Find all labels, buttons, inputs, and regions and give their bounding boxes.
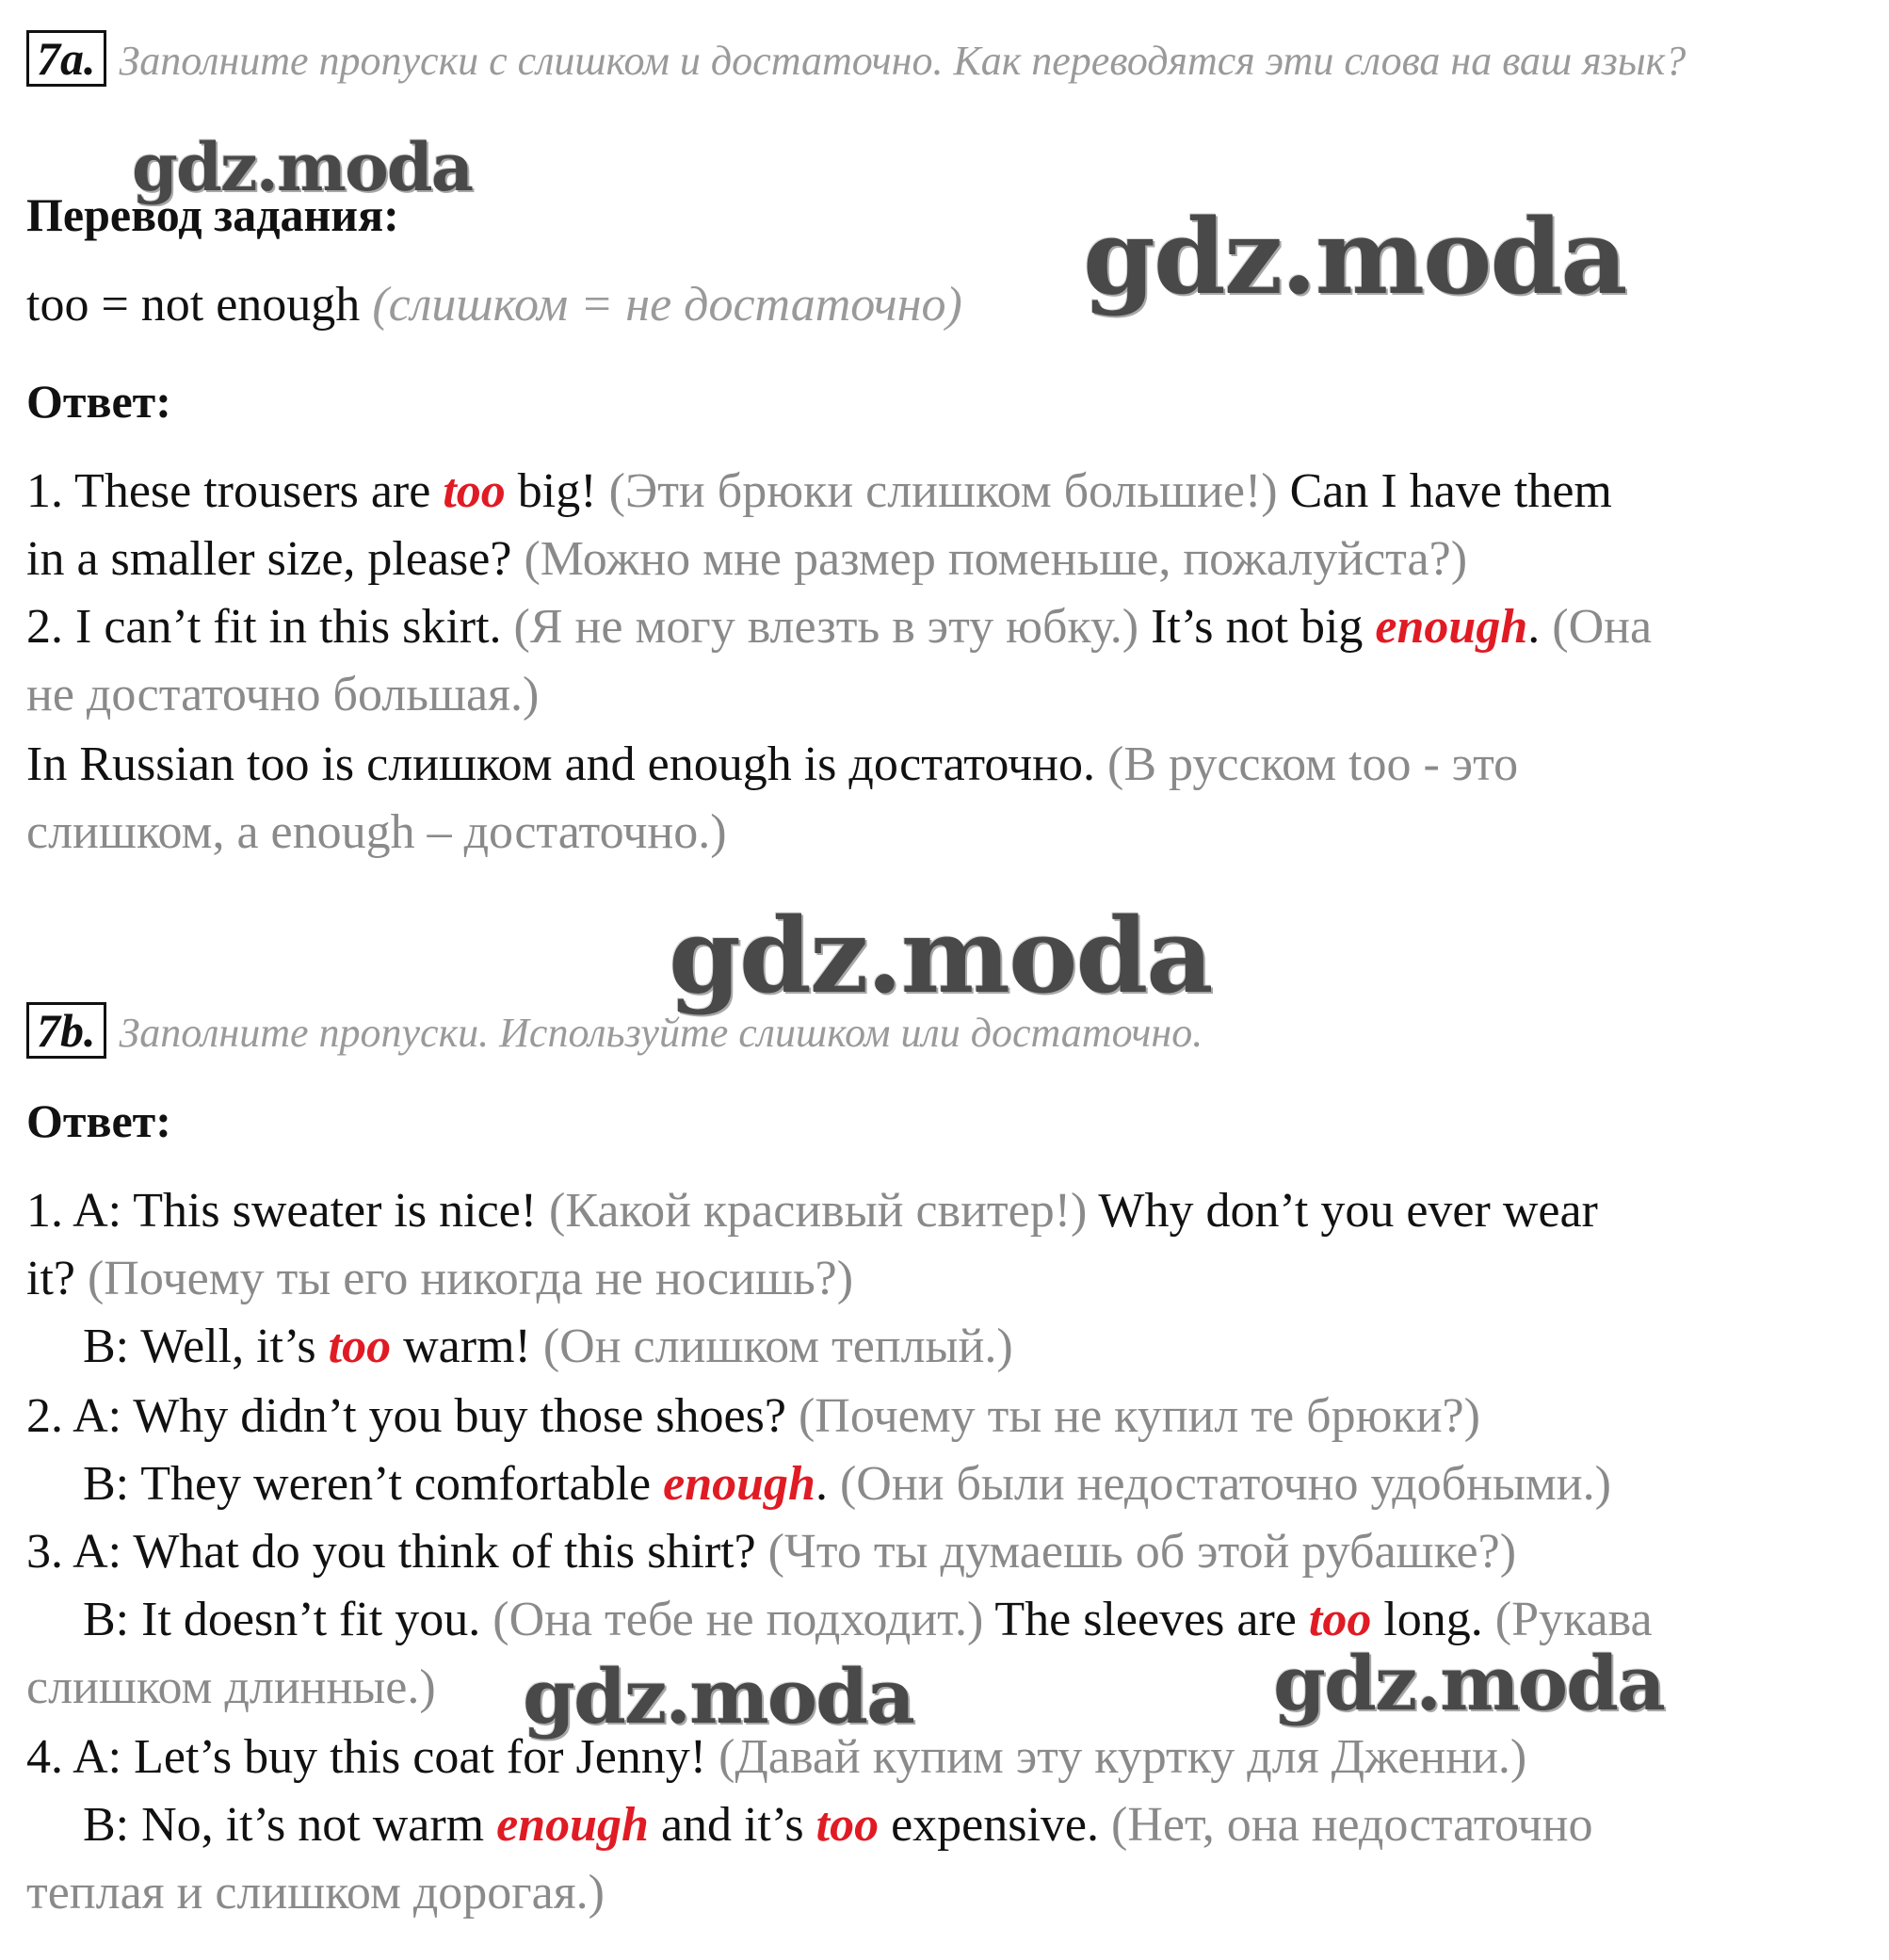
answer-heading-7b: Ответ:	[26, 1094, 171, 1147]
text: 2. I can’t fit in this skirt.	[26, 600, 514, 654]
answer-7b-line-6	[26, 1518, 1516, 1586]
answer-7a-line-5	[26, 731, 1518, 799]
translation: (Он слишком теплый.)	[542, 1320, 1013, 1373]
text: In Russian too is слишком and enough is достаточно.	[26, 737, 1108, 791]
task-7b-number: 7b.	[26, 1002, 106, 1059]
answer-7b-line-10	[26, 1791, 1593, 1859]
watermark-logo: gdz.moda	[1273, 1639, 1664, 1727]
answer-7b-line-4	[26, 1383, 1480, 1450]
translation: (Я не могу влезть в эту юбку.)	[513, 600, 1139, 654]
answer-7b-line-5	[26, 1450, 1611, 1518]
answer-7b-line-1	[26, 1177, 1598, 1245]
text: Can I have them	[1277, 464, 1612, 518]
watermark-logo: gdz.moda	[1083, 196, 1626, 317]
text: B: It doesn’t fit you.	[83, 1593, 493, 1646]
watermark-logo: gdz.moda	[132, 128, 473, 206]
text: big!	[505, 464, 609, 518]
text: 4. A: Let’s buy this coat for Jenny!	[26, 1730, 719, 1784]
answer-7a-line-3	[26, 593, 1652, 661]
text: Why don’t you ever wear	[1087, 1184, 1598, 1238]
translation-heading: Перевод задания:	[26, 188, 399, 241]
translation: (Какой красивый свитер!)	[549, 1184, 1088, 1238]
translation: (Эти брюки слишком большие!)	[608, 464, 1278, 518]
answer-heading-7a: Ответ:	[26, 375, 171, 428]
answer-7a-line-1	[26, 458, 1612, 526]
formula-line	[26, 271, 962, 339]
translation: (Почему ты его никогда не носишь?)	[87, 1252, 854, 1305]
text: it?	[26, 1252, 88, 1305]
translation: (Рукава	[1494, 1593, 1653, 1646]
answer-7a-line-2	[26, 526, 1467, 593]
answer-word: too	[328, 1320, 392, 1373]
translation: (Она	[1552, 600, 1653, 654]
text: It’s not big	[1138, 600, 1376, 654]
text: B: No, it’s not warm	[83, 1798, 497, 1852]
formula-ru: (слишком = не достаточно)	[372, 278, 962, 332]
translation: не достаточно большая.)	[26, 668, 540, 721]
answer-word: enough	[1375, 600, 1528, 654]
text: 1. A: This sweater is nice!	[26, 1184, 550, 1238]
answer-word: too	[815, 1798, 880, 1852]
task-7a-instruction-text: Заполните пропуски с слишком и достаточно. Как переводятся эти слова на ваш язык?	[119, 38, 1687, 84]
text: 1. These trousers are	[26, 464, 444, 518]
task-7a-number: 7a.	[26, 30, 106, 87]
answer-word: enough	[663, 1457, 815, 1511]
translation: (Они были недостаточно удобными.)	[839, 1457, 1611, 1511]
translation: (В русском too - это	[1107, 737, 1519, 791]
text: 3. A: What do you think of this shirt?	[26, 1525, 768, 1579]
watermark-logo: gdz.moda	[669, 895, 1212, 1016]
text: B: They weren’t comfortable	[83, 1457, 664, 1511]
answer-7b-line-8	[26, 1654, 436, 1722]
translation: слишком, а enough – достаточно.)	[26, 805, 727, 859]
translation: слишком длинные.)	[26, 1660, 436, 1714]
answer-word: too	[443, 464, 506, 518]
formula-en: too = not enough	[26, 278, 361, 332]
translation: (Что ты думаешь об этой рубашке?)	[767, 1525, 1517, 1579]
text: .	[815, 1457, 840, 1511]
answer-7a-line-4	[26, 661, 539, 729]
answer-word: enough	[496, 1798, 649, 1852]
translation: (Она тебе не подходит.)	[492, 1593, 984, 1646]
text: 2. A: Why didn’t you buy those shoes?	[26, 1389, 799, 1443]
translation: (Почему ты не купил те брюки?)	[798, 1389, 1480, 1443]
answer-7b-line-3	[26, 1313, 1013, 1381]
text: in a smaller size, please?	[26, 532, 525, 586]
text: long.	[1371, 1593, 1495, 1646]
text: B: Well, it’s	[83, 1320, 329, 1373]
answer-7a-line-6	[26, 799, 727, 867]
text: warm!	[391, 1320, 543, 1373]
text: expensive.	[879, 1798, 1112, 1852]
translation: теплая и слишком дорогая.)	[26, 1866, 605, 1920]
translation: (Давай купим эту куртку для Дженни.)	[718, 1730, 1527, 1784]
watermark-logo: gdz.moda	[523, 1652, 913, 1741]
translation: (Можно мне размер поменьше, пожалуйста?)	[524, 532, 1468, 586]
text: .	[1527, 600, 1553, 654]
answer-7b-line-2	[26, 1245, 853, 1313]
answer-word: too	[1308, 1593, 1372, 1646]
text: and it’s	[648, 1798, 816, 1852]
text: The sleeves are	[983, 1593, 1309, 1646]
task-7b-instruction-text: Заполните пропуски. Используйте слишком или достаточно.	[119, 1010, 1203, 1056]
answer-7b-line-11	[26, 1859, 605, 1927]
task-7a-instruction	[26, 30, 1863, 92]
translation: (Нет, она недостаточно	[1111, 1798, 1593, 1852]
